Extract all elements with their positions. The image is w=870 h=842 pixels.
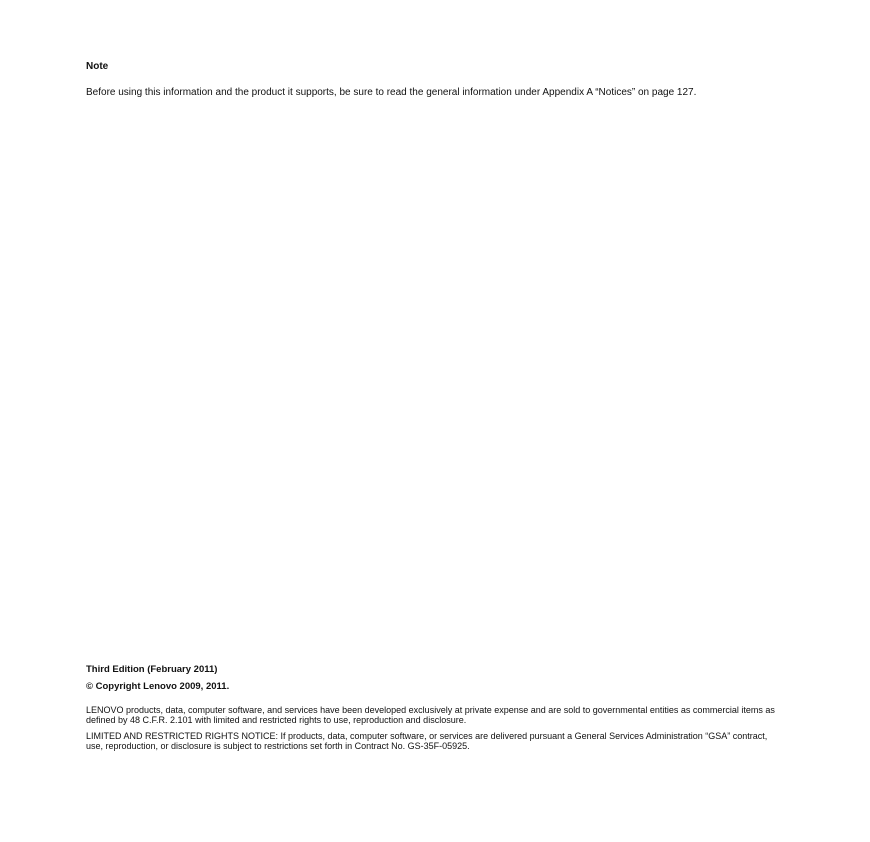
edition-section <box>86 664 786 757</box>
restricted-rights-notice: LIMITED AND RESTRICTED RIGHTS NOTICE: If products, data, computer software, or services are delivered pursuant a General Services Administration “GSA” contract, use, reproduction, or disclosure is subject to restrictions set forth in Contract No. GS-35F-05925. <box>86 731 768 751</box>
note-text: Before using this information and the product it supports, be sure to read the general information under Appendix A “Notices” on page 127. <box>86 87 697 98</box>
note-heading: Note <box>86 61 109 72</box>
copyright-notice: © Copyright Lenovo 2009, 2011. <box>86 681 230 692</box>
edition-title: Third Edition (February 2011) <box>86 664 218 675</box>
note-section <box>86 60 776 98</box>
lenovo-products-notice: LENOVO products, data, computer software, and services have been developed exclusively at private expense and are sold to governmental entities as commercial items as defined by 48 C.F.R. 2.101 with limited and restricted rights to use, reproduction and disclosure. <box>86 705 775 725</box>
